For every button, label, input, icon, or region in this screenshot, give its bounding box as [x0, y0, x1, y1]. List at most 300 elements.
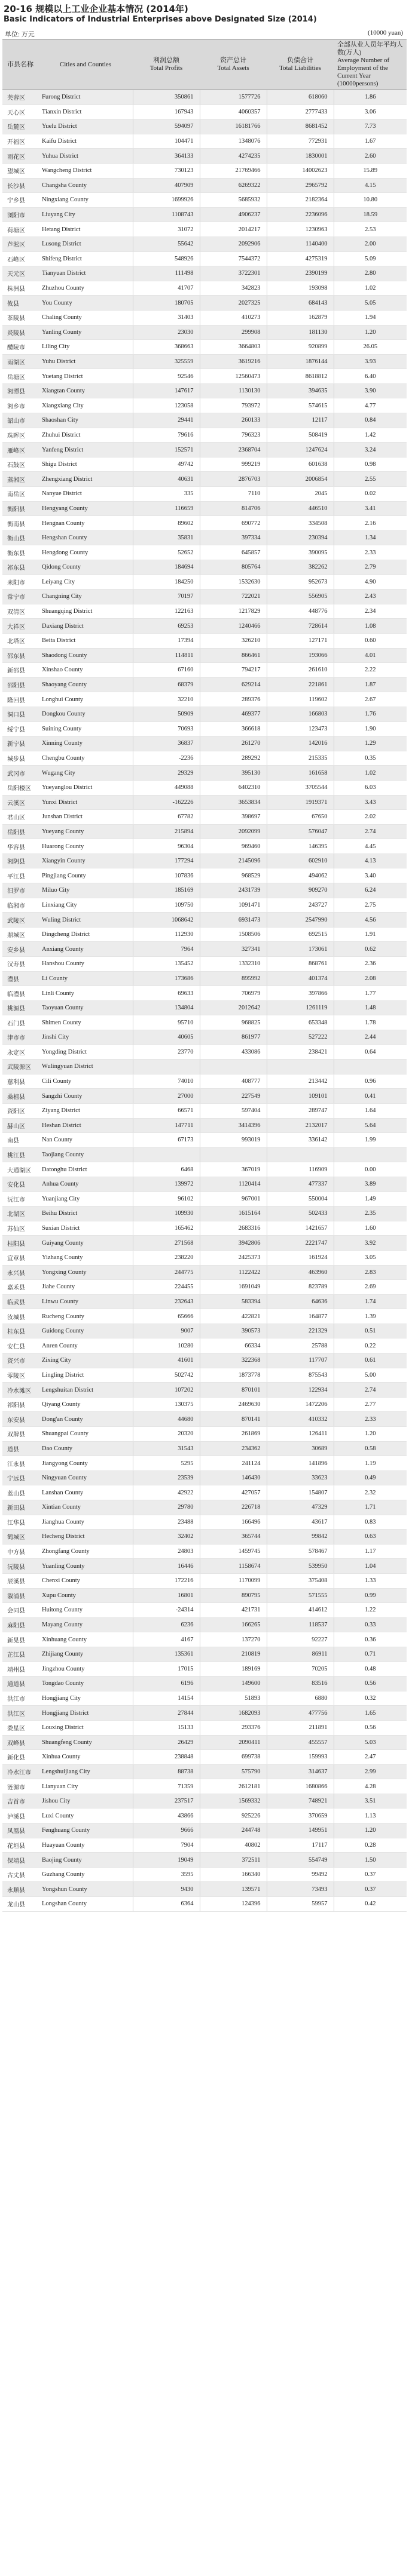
cell-employment: 3.05 [334, 1250, 407, 1265]
cell-total-profits: 96102 [133, 1192, 200, 1206]
cell-total-assets: 166496 [200, 1515, 267, 1530]
table-row [2, 1221, 407, 1236]
cell-name-english: Linwu County [38, 1294, 133, 1309]
cell-total-assets: 410273 [200, 310, 267, 325]
cell-total-liabilities: 527222 [267, 1030, 334, 1045]
cell-total-liabilities [267, 1060, 334, 1074]
table-row [2, 1897, 407, 1912]
cell-name-chinese: 中方县 [2, 1544, 38, 1559]
cell-total-liabilities: 823789 [267, 1280, 334, 1295]
cell-total-liabilities: 8681452 [267, 119, 334, 134]
cell-employment: 0.49 [334, 1470, 407, 1485]
cell-name-english: Kaifu District [38, 134, 133, 149]
cell-employment: 2.02 [334, 810, 407, 825]
cell-employment: 1.42 [334, 428, 407, 443]
cell-name-chinese: 双清区 [2, 604, 38, 619]
cell-total-profits: 134804 [133, 1000, 200, 1015]
cell-total-profits: 123058 [133, 398, 200, 413]
cell-total-assets: 805764 [200, 560, 267, 575]
cell-employment: 1.91 [334, 927, 407, 942]
cell-total-liabilities: 494062 [267, 868, 334, 883]
cell-name-english: Zhongfang County [38, 1544, 133, 1559]
cell-employment: 2.00 [334, 237, 407, 251]
cell-total-profits: 177294 [133, 853, 200, 868]
cell-employment: 0.51 [334, 1324, 407, 1338]
cell-total-profits: 173686 [133, 971, 200, 986]
cell-total-liabilities: 127171 [267, 633, 334, 648]
cell-total-assets: 4906237 [200, 207, 267, 222]
table-row [2, 1000, 407, 1015]
cell-total-liabilities: 146395 [267, 839, 334, 854]
cell-name-english: Louxing District [38, 1720, 133, 1735]
table-row [2, 663, 407, 678]
table-row [2, 971, 407, 986]
cell-name-chinese: 武冈市 [2, 766, 38, 781]
cell-name-chinese: 雨湖区 [2, 354, 38, 369]
table-row [2, 633, 407, 648]
cell-name-english: Xinshao County [38, 663, 133, 678]
table-row [2, 383, 407, 398]
table-row [2, 340, 407, 355]
table-row [2, 913, 407, 928]
table-row [2, 677, 407, 692]
cell-name-english: Yuanling County [38, 1559, 133, 1574]
cell-employment: 5.03 [334, 1735, 407, 1750]
table-row [2, 1265, 407, 1280]
cell-total-liabilities: 401374 [267, 971, 334, 986]
cell-total-profits: 27844 [133, 1706, 200, 1721]
cell-employment: 2.47 [334, 1750, 407, 1765]
cell-total-profits: 23539 [133, 1470, 200, 1485]
cell-name-chinese: 衡南县 [2, 516, 38, 531]
cell-name-english: Hanshou County [38, 957, 133, 972]
cell-employment: 1.34 [334, 530, 407, 545]
cell-total-profits: 147617 [133, 383, 200, 398]
cell-name-english: Chengbu County [38, 751, 133, 766]
cell-total-profits: 364133 [133, 149, 200, 164]
cell-employment: 1.76 [334, 707, 407, 721]
cell-name-english: Shaoshan City [38, 413, 133, 428]
table-row [2, 1544, 407, 1559]
cell-total-liabilities: 550004 [267, 1192, 334, 1206]
cell-employment: 4.15 [334, 178, 407, 193]
cell-name-english: Longshan County [38, 1897, 133, 1912]
cell-name-chinese: 芷江县 [2, 1647, 38, 1662]
cell-employment: 2.34 [334, 604, 407, 619]
table-row [2, 868, 407, 883]
cell-name-chinese: 邵东县 [2, 648, 38, 663]
table-row [2, 428, 407, 443]
cell-total-profits: 6364 [133, 1897, 200, 1912]
cell-total-assets: 1348076 [200, 134, 267, 149]
cell-total-profits: 79616 [133, 428, 200, 443]
cell-total-profits: 19049 [133, 1853, 200, 1868]
cell-total-assets: 2090411 [200, 1735, 267, 1750]
cell-total-profits: 31072 [133, 222, 200, 237]
cell-employment: 0.71 [334, 1647, 407, 1662]
cell-employment: 1.20 [334, 1427, 407, 1442]
cell-name-english: Wulingyuan District [38, 1060, 133, 1074]
cell-employment: 10.80 [334, 193, 407, 208]
cell-total-assets: 968529 [200, 868, 267, 883]
table-row [2, 1250, 407, 1265]
cell-employment: 1.60 [334, 1221, 407, 1236]
cell-total-profits: 74010 [133, 1074, 200, 1089]
cell-name-chinese: 桂阳县 [2, 1236, 38, 1251]
cell-name-chinese: 通道县 [2, 1677, 38, 1691]
cell-total-liabilities: 1680866 [267, 1779, 334, 1794]
header-cn-name-label: 市县名称 [7, 60, 33, 68]
table-row [2, 1853, 407, 1868]
cell-total-profits: 111498 [133, 266, 200, 281]
cell-name-chinese: 大通湖区 [2, 1162, 38, 1177]
cell-total-assets: 4060357 [200, 105, 267, 119]
table-row [2, 957, 407, 972]
cell-total-liabilities: 149951 [267, 1823, 334, 1838]
table-row [2, 1309, 407, 1324]
cell-total-assets: 1332310 [200, 957, 267, 972]
cell-name-chinese: 炎陵县 [2, 325, 38, 340]
cell-name-chinese: 新晃县 [2, 1632, 38, 1647]
cell-total-liabilities: 2045 [267, 487, 334, 502]
cell-employment: 6.40 [334, 369, 407, 384]
cell-total-liabilities: 554749 [267, 1853, 334, 1868]
cell-name-chinese: 沅江市 [2, 1192, 38, 1206]
cell-total-assets: 244748 [200, 1823, 267, 1838]
table-row [2, 575, 407, 589]
cell-total-liabilities: 370659 [267, 1809, 334, 1823]
table-row [2, 1735, 407, 1750]
cell-total-liabilities: 1876144 [267, 354, 334, 369]
cell-employment: 2.80 [334, 266, 407, 281]
cell-employment: 2.69 [334, 1280, 407, 1295]
cell-name-english: Shimen County [38, 1015, 133, 1030]
cell-total-assets: 21769466 [200, 163, 267, 178]
cell-total-profits: 92546 [133, 369, 200, 384]
cell-total-assets: 166265 [200, 1617, 267, 1632]
cell-total-liabilities: 502433 [267, 1206, 334, 1221]
cell-total-assets: 4274235 [200, 149, 267, 164]
cell-total-assets: 3414396 [200, 1118, 267, 1133]
table-row [2, 90, 407, 105]
cell-total-liabilities: 64636 [267, 1294, 334, 1309]
cell-name-chinese: 临湘市 [2, 898, 38, 913]
cell-total-assets: 146430 [200, 1470, 267, 1485]
cell-name-chinese: 芦淞区 [2, 237, 38, 251]
cell-employment: 0.84 [334, 413, 407, 428]
cell-total-profits: 5295 [133, 1456, 200, 1471]
cell-name-english: Dongkou County [38, 707, 133, 721]
cell-name-english: Xinning County [38, 736, 133, 751]
cell-total-profits: 104471 [133, 134, 200, 149]
cell-total-liabilities: 410332 [267, 1412, 334, 1427]
cell-employment: 1.71 [334, 1500, 407, 1515]
cell-total-liabilities: 126411 [267, 1427, 334, 1442]
cell-name-english: Dao County [38, 1441, 133, 1456]
cell-name-english: Hongjiang City [38, 1691, 133, 1706]
cell-total-liabilities: 602910 [267, 853, 334, 868]
cell-name-english: Xinhua County [38, 1750, 133, 1765]
cell-employment: 2.32 [334, 1485, 407, 1500]
cell-total-assets: 299908 [200, 325, 267, 340]
table-row [2, 1515, 407, 1530]
cell-total-assets [200, 1147, 267, 1162]
cell-name-chinese: 石门县 [2, 1015, 38, 1030]
cell-name-english: Yanfeng District [38, 443, 133, 458]
cell-total-profits: 594097 [133, 119, 200, 134]
table-row [2, 1206, 407, 1221]
cell-total-assets: 6931473 [200, 913, 267, 928]
cell-total-liabilities: 73493 [267, 1882, 334, 1897]
cell-total-assets: 51893 [200, 1691, 267, 1706]
table-row [2, 369, 407, 384]
cell-total-profits: 271568 [133, 1236, 200, 1251]
cell-employment: 4.13 [334, 853, 407, 868]
cell-total-profits: 449088 [133, 780, 200, 795]
cell-name-chinese: 苏仙区 [2, 1221, 38, 1236]
cell-name-english: Wangcheng District [38, 163, 133, 178]
table-title-english: Basic Indicators of Industrial Enterprises above Designated Size (2014) [4, 15, 317, 24]
cell-name-chinese: 慈利县 [2, 1074, 38, 1089]
cell-employment: 1.49 [334, 1192, 407, 1206]
cell-name-chinese: 石鼓区 [2, 457, 38, 472]
table-row [2, 1133, 407, 1148]
cell-name-chinese: 韶山市 [2, 413, 38, 428]
cell-name-chinese: 雨花区 [2, 149, 38, 164]
cell-name-english: Jinshi City [38, 1030, 133, 1045]
cell-name-chinese: 桃源县 [2, 1000, 38, 1015]
cell-employment: 2.33 [334, 545, 407, 560]
cell-total-profits: 32402 [133, 1530, 200, 1545]
cell-total-profits: 9430 [133, 1882, 200, 1897]
cell-total-assets: 999219 [200, 457, 267, 472]
table-row [2, 1647, 407, 1662]
cell-total-liabilities: 119602 [267, 692, 334, 707]
cell-total-profits: 4167 [133, 1632, 200, 1647]
cell-name-english: Hongjiang District [38, 1706, 133, 1721]
cell-total-assets: 1091471 [200, 898, 267, 913]
cell-name-english: Yuhu District [38, 354, 133, 369]
header-total-profits-en: Total Profits [149, 65, 183, 72]
cell-total-liabilities: 243727 [267, 898, 334, 913]
cell-name-chinese: 娄星区 [2, 1720, 38, 1735]
table-row [2, 1074, 407, 1089]
cell-total-liabilities: 33623 [267, 1470, 334, 1485]
cell-employment: 0.64 [334, 1045, 407, 1060]
data-table [2, 39, 407, 1912]
header-total-profits-cn: 利润总额 [153, 57, 179, 64]
cell-name-chinese: 冷水江市 [2, 1764, 38, 1779]
cell-employment: 1.17 [334, 1544, 407, 1559]
cell-total-profits: 1699926 [133, 193, 200, 208]
cell-name-english: Jianghua County [38, 1515, 133, 1530]
cell-name-english: Taojiang County [38, 1147, 133, 1162]
cell-name-chinese: 祁东县 [2, 560, 38, 575]
cell-total-profits: 184694 [133, 560, 200, 575]
table-row [2, 1691, 407, 1706]
cell-total-profits [133, 1147, 200, 1162]
table-row [2, 1118, 407, 1133]
cell-total-assets: 241124 [200, 1456, 267, 1471]
cell-name-english: Changning City [38, 589, 133, 604]
cell-name-chinese: 岳阳县 [2, 824, 38, 839]
cell-total-assets: 326210 [200, 633, 267, 648]
cell-name-english: Yongxing County [38, 1265, 133, 1280]
cell-name-chinese: 武陵源区 [2, 1060, 38, 1074]
cell-total-liabilities: 43617 [267, 1515, 334, 1530]
cell-total-liabilities: 382262 [267, 560, 334, 575]
cell-employment: 2.77 [334, 1397, 407, 1412]
cell-name-english: Anhua County [38, 1177, 133, 1192]
cell-employment: 3.40 [334, 868, 407, 883]
cell-name-english: Jiangyong County [38, 1456, 133, 1471]
table-row [2, 707, 407, 721]
cell-total-assets [200, 1060, 267, 1074]
table-row [2, 1559, 407, 1574]
cell-total-liabilities: 772931 [267, 134, 334, 149]
cell-total-profits: 32210 [133, 692, 200, 707]
cell-employment: 1.86 [334, 90, 407, 105]
cell-name-chinese: 汉寿县 [2, 957, 38, 972]
cell-name-chinese: 江华县 [2, 1515, 38, 1530]
cell-total-profits: 368663 [133, 340, 200, 355]
table-row [2, 310, 407, 325]
cell-total-assets: 390573 [200, 1324, 267, 1338]
cell-name-chinese: 溆浦县 [2, 1588, 38, 1603]
cell-total-liabilities: 334508 [267, 516, 334, 531]
table-row [2, 1353, 407, 1368]
cell-total-liabilities: 601638 [267, 457, 334, 472]
cell-employment: 0.61 [334, 1353, 407, 1368]
cell-total-liabilities: 221329 [267, 1324, 334, 1338]
cell-total-profits: 184250 [133, 575, 200, 589]
table-row [2, 1706, 407, 1721]
cell-total-liabilities: 414612 [267, 1603, 334, 1618]
cell-employment: 1.78 [334, 1015, 407, 1030]
cell-employment: 3.43 [334, 795, 407, 810]
cell-total-assets: 794217 [200, 663, 267, 678]
cell-name-english: Baojing County [38, 1853, 133, 1868]
cell-name-chinese: 新邵县 [2, 663, 38, 678]
cell-total-assets: 3942806 [200, 1236, 267, 1251]
cell-total-profits: 89602 [133, 516, 200, 531]
cell-employment: 4.28 [334, 1779, 407, 1794]
cell-total-assets: 421731 [200, 1603, 267, 1618]
table-row [2, 883, 407, 898]
cell-employment: 1.94 [334, 310, 407, 325]
cell-total-assets: 408777 [200, 1074, 267, 1089]
cell-total-liabilities: 154807 [267, 1485, 334, 1500]
cell-total-liabilities: 117707 [267, 1353, 334, 1368]
cell-name-chinese: 龙山县 [2, 1897, 38, 1912]
cell-total-assets: 395130 [200, 766, 267, 781]
cell-total-assets: 1170099 [200, 1573, 267, 1588]
cell-total-profits: 130375 [133, 1397, 200, 1412]
cell-total-liabilities: 448776 [267, 604, 334, 619]
header-total-profits [133, 39, 200, 90]
cell-total-assets: 1615164 [200, 1206, 267, 1221]
cell-total-profits: 135361 [133, 1647, 200, 1662]
cell-total-liabilities: 3705544 [267, 780, 334, 795]
cell-total-profits: 67173 [133, 1133, 200, 1148]
cell-name-chinese: 绥宁县 [2, 721, 38, 736]
cell-total-profits: 244775 [133, 1265, 200, 1280]
cell-employment: 2.74 [334, 824, 407, 839]
table-row [2, 1103, 407, 1118]
cell-name-chinese: 耒阳市 [2, 575, 38, 589]
table-row [2, 1603, 407, 1618]
cell-total-assets: 814706 [200, 501, 267, 516]
cell-name-chinese: 岳麓区 [2, 119, 38, 134]
cell-total-liabilities: 164877 [267, 1309, 334, 1324]
cell-name-chinese: 岳阳楼区 [2, 780, 38, 795]
table-row [2, 1456, 407, 1471]
cell-name-chinese: 临澧县 [2, 986, 38, 1001]
table-row [2, 1045, 407, 1060]
table-row [2, 1441, 407, 1456]
cell-name-chinese: 隆回县 [2, 692, 38, 707]
cell-name-chinese: 君山区 [2, 810, 38, 825]
table-row [2, 1280, 407, 1295]
cell-total-liabilities: 748921 [267, 1794, 334, 1809]
cell-name-english: Beita District [38, 633, 133, 648]
table-row [2, 1412, 407, 1427]
cell-employment: 3.93 [334, 354, 407, 369]
cell-total-profits: 730123 [133, 163, 200, 178]
cell-name-chinese: 资兴市 [2, 1353, 38, 1368]
cell-name-chinese: 北湖区 [2, 1206, 38, 1221]
cell-total-profits: 167943 [133, 105, 200, 119]
cell-name-chinese: 靖州县 [2, 1662, 38, 1677]
cell-total-liabilities: 2777433 [267, 105, 334, 119]
table-row [2, 1338, 407, 1353]
cell-total-liabilities: 574615 [267, 398, 334, 413]
header-employment-cn: 全部从业人员年平均人数(万人) [337, 41, 403, 56]
cell-name-english: Zhengxiang District [38, 472, 133, 487]
table-row [2, 354, 407, 369]
cell-employment: 0.36 [334, 1632, 407, 1647]
cell-employment: 0.99 [334, 1588, 407, 1603]
cell-name-chinese: 汨罗市 [2, 883, 38, 898]
cell-name-english: Changsha County [38, 178, 133, 193]
cell-name-english: Tianxin District [38, 105, 133, 119]
cell-name-english: Zhuhui District [38, 428, 133, 443]
table-row [2, 134, 407, 149]
cell-total-profits: 548926 [133, 251, 200, 266]
table-row [2, 736, 407, 751]
cell-total-assets: 124396 [200, 1897, 267, 1912]
header-employment-en: Average Number of Employment of the Current Year (10000persons) [337, 57, 390, 87]
cell-employment: 0.56 [334, 1720, 407, 1735]
cell-name-english: Zhuzhou County [38, 281, 133, 296]
cell-total-assets: 2027325 [200, 296, 267, 311]
header-en-name-label: Cities and Counties [59, 60, 112, 68]
cell-employment: 26.05 [334, 340, 407, 355]
cell-total-assets: 870101 [200, 1383, 267, 1398]
cell-name-chinese: 长沙县 [2, 178, 38, 193]
cell-total-assets: 5685932 [200, 193, 267, 208]
cell-total-assets: 322368 [200, 1353, 267, 1368]
cell-employment: 2.67 [334, 692, 407, 707]
cell-total-assets: 993019 [200, 1133, 267, 1148]
cell-total-liabilities: 142016 [267, 736, 334, 751]
cell-total-profits: 6468 [133, 1162, 200, 1177]
cell-employment: 7.73 [334, 119, 407, 134]
cell-total-liabilities: 118537 [267, 1617, 334, 1632]
cell-total-liabilities: 692515 [267, 927, 334, 942]
cell-total-liabilities: 6880 [267, 1691, 334, 1706]
cell-total-profits: 122163 [133, 604, 200, 619]
